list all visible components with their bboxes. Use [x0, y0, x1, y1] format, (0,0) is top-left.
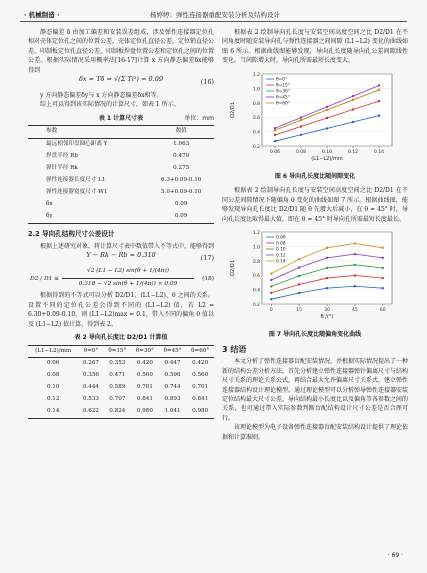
- table-cell: 0.701: [192, 384, 209, 391]
- table-cell: 0.893: [164, 396, 181, 403]
- y-tick-label: 1.0: [252, 245, 260, 251]
- paragraph: 根据表 2 绘制导向孔长度与安装空间高度空间之比 D2/D1 在不同角度时随安装导向孔与弹性连接器之间间隙 (L1−L2) 变化的曲线如图 6 所示。根据曲线图能够发现，导向孔长度随导向孔公差间隙线性变化。当间隙增大时，导向孔所需最短长度变大。: [222, 29, 408, 65]
- table2-body: [28, 357, 214, 418]
- y-tick-label: 0.8: [252, 101, 260, 107]
- table-header: θ=30°: [131, 345, 159, 357]
- table-header: 数值: [148, 126, 214, 138]
- paragraph: 本文分析了弹性连接器盲配安装情况，并根据实际情况提出了一种新的结构公差分析方法。首先分析建立弹性连接器弹针偏离尺寸与结构尺寸关系的理论关系公式，再结合最大允许偏离尺寸关系式，建立弹性连接器结构设计理论模型。通过理论模型可以分析弹导弹性连接器安装定位结构最大尺寸公差，导向结构最小长度比以及偏角等各参数之间的关系，也可通过带入实际参数判断盲配结构设计尺寸公差是否合理可行。: [222, 358, 409, 422]
- data-point: [352, 98, 354, 100]
- table-cell: 1.041: [159, 406, 187, 419]
- y-tick-label: 0.8: [252, 259, 260, 265]
- x-tick-label: 15: [296, 308, 303, 314]
- table-header: θ=45°: [159, 345, 187, 357]
- x-tick-label: 30: [324, 308, 330, 314]
- table-header: 参数: [28, 126, 148, 138]
- running-header: [0, 8, 427, 24]
- paragraph: 综上可以得到该实际情况的计算尺寸，如表 1 所示。: [40, 101, 180, 109]
- table-cell: 0.980: [186, 406, 214, 419]
- data-point: [274, 140, 276, 142]
- equation-lhs: D2 / D1 ≤: [30, 276, 60, 283]
- x-tick-label: 45: [351, 308, 358, 314]
- equation-16: [28, 75, 214, 91]
- table-cell: 0.420: [192, 360, 209, 367]
- table-cell: 0.06: [46, 360, 60, 367]
- table-cell: 0.560: [136, 372, 153, 379]
- legend-label: 0.14: [276, 259, 286, 265]
- right-column: [222, 28, 408, 442]
- table-cell: 6.3+0.09-0.10: [160, 176, 202, 183]
- data-point: [326, 247, 328, 249]
- section-heading: 2.2 导向孔结构尺寸公差设计: [28, 229, 115, 238]
- table-row: [28, 357, 214, 370]
- table2-caption: 表 2 导向孔长度比 D2/D1 计算值: [74, 334, 168, 342]
- data-point: [326, 105, 328, 107]
- y-tick-label: 0.6: [252, 274, 260, 280]
- equation-number: (18): [202, 276, 214, 283]
- data-point: [298, 258, 300, 260]
- table-row: [28, 199, 214, 211]
- table-row: [28, 163, 214, 175]
- x-tick-label: 0: [269, 308, 273, 314]
- table-cell: δy: [28, 211, 148, 224]
- paragraph: 根据得到的不等式可以分析 D2/D1、(L1−L2)、θ 之间的关系。设置不同的定位孔公差会得到不同的 (L1−L2) 值，若 L2 = 6.30+0.09-0.10，则 (L1−L2)max = 0.1，带入不同的偏角 θ 值以及 (L1−L2) 值计算，得到表 2。: [28, 292, 214, 328]
- table-cell: 0.10: [46, 384, 60, 391]
- legend-label: θ=15°: [276, 83, 290, 89]
- y-axis-label: D2/D1: [230, 260, 236, 276]
- data-point: [270, 279, 272, 281]
- x-tick-label: 0.06: [269, 149, 281, 155]
- table-cell: 0.533: [82, 396, 99, 403]
- x-axis-label: (L1−L2)/mm: [311, 155, 343, 162]
- data-point: [354, 285, 356, 287]
- table-cell: 0.560: [192, 372, 209, 379]
- data-point: [382, 287, 384, 289]
- table-cell: 最远相邻印盘圆心距离 Y: [46, 140, 108, 147]
- table-cell: 0.447: [164, 360, 181, 367]
- table-cell: 0.824: [104, 406, 132, 419]
- data-point: [354, 242, 356, 244]
- x-tick-label: 0.08: [295, 149, 307, 155]
- data-point: [274, 133, 276, 135]
- data-point: [354, 253, 356, 255]
- y-tick-label: 1.2: [252, 231, 260, 237]
- data-point: [378, 88, 380, 90]
- data-point: [298, 292, 300, 294]
- table-row: [28, 394, 214, 406]
- equation-numerator: √2 (L1 − L2) sin(θ + 1/(4π)): [62, 267, 194, 278]
- data-point: [298, 275, 300, 277]
- figure-7: [222, 226, 408, 327]
- y-tick-label: 0.4: [252, 288, 260, 294]
- table-cell: 弹针半径 Rk: [46, 164, 78, 171]
- data-point: [378, 114, 380, 116]
- data-point: [326, 257, 328, 259]
- table-cell: 0.275: [173, 164, 190, 171]
- table-cell: 0.12: [46, 396, 60, 403]
- table-cell: 0.622: [78, 406, 103, 419]
- table-cell: 焊盘半径 Rb: [46, 152, 78, 159]
- legend-label: θ=45°: [276, 95, 290, 101]
- header-rule: [20, 21, 407, 22]
- y-tick-label: 1.2: [252, 72, 260, 78]
- section-heading: 3 结语: [222, 344, 247, 354]
- x-axis-label: θ /(°): [320, 314, 334, 321]
- x-tick-label: 0.14: [373, 149, 385, 155]
- data-point: [326, 287, 328, 289]
- x-tick-label: 0.10: [321, 149, 333, 155]
- data-point: [378, 84, 380, 86]
- table-cell: 0.08: [46, 372, 60, 379]
- chart-angle-vs-ratio: [222, 226, 408, 324]
- table-cell: 弹性连接器长度尺寸 L1: [46, 176, 106, 183]
- data-point: [300, 125, 302, 127]
- table-cell: 0.470: [173, 152, 190, 159]
- table-header: (L1−L2)/mm: [28, 345, 78, 357]
- table-cell: 0.471: [109, 372, 126, 379]
- table-row: [28, 175, 214, 187]
- table-row: [28, 151, 214, 163]
- legend-label: θ=30°: [276, 89, 290, 95]
- x-tick-label: 0.12: [347, 149, 359, 155]
- paragraph: 该理论模型为电子设备弹性连接器盲配安装结构设计提供了理论依据和计算准则。: [222, 424, 409, 441]
- table-row: [28, 370, 214, 382]
- table-header: θ=0°: [78, 345, 103, 357]
- data-point: [352, 120, 354, 122]
- table-row: [28, 138, 214, 151]
- figure-6: [222, 68, 408, 169]
- y-tick-label: 0.6: [252, 115, 260, 121]
- data-point: [352, 95, 354, 97]
- paragraph: 静态偏差 δ 由加工偏差和安装误差组成，涉及弹性连接器定位孔相对壳体定位孔之间的位置公差，壳体定位孔直径公差，定位销直径公差，印制板定位孔直径公差，印制板焊盘位置公差和定位孔之间的位置公差。根据实际情况采用概率法[16-17]计算 x 方向静态偏差δx能够得到: [28, 29, 215, 74]
- y-tick-label: 0.2: [252, 303, 260, 309]
- figure-6-caption: 图 6 导向孔长度比随间隙变化: [274, 173, 356, 181]
- table-cell: 0.09: [174, 200, 188, 207]
- table-cell: 0.14: [28, 406, 78, 419]
- table-row: [28, 382, 214, 394]
- table-cell: 0.444: [82, 384, 99, 391]
- legend-label: 0.10: [276, 247, 286, 253]
- data-point: [326, 127, 328, 129]
- table-cell: 0.841: [192, 396, 209, 403]
- equation-denominator: 0.318 − √2 sin(θ + 1/(4π)) × 0.09: [78, 280, 178, 287]
- data-point: [378, 99, 380, 101]
- data-point: [270, 272, 272, 274]
- equation-number: (17): [200, 254, 214, 263]
- page-number: · 69 ·: [387, 552, 403, 559]
- table1-caption: 表 1 计算尺寸表: [98, 114, 144, 122]
- figure-7-caption: 图 7 导向孔长度比随偏角变化曲线: [268, 331, 362, 339]
- data-point: [274, 129, 276, 131]
- equation-number: (16): [200, 78, 214, 87]
- data-point: [270, 292, 272, 294]
- data-point: [270, 285, 272, 287]
- table-cell: 0.701: [136, 384, 153, 391]
- table-cell: 0.09: [148, 211, 214, 224]
- table-cell: 0.841: [136, 396, 153, 403]
- equation-18: [28, 267, 214, 291]
- table-cell: 0.589: [109, 384, 126, 391]
- table-cell: 0.420: [136, 360, 153, 367]
- data-point: [354, 264, 356, 266]
- table-cell: 5.0+0.09-0.10: [160, 188, 202, 195]
- paragraph: 根据表 2 绘制导向孔长度与安装空间高度空间之比 D2/D1 在不同公差间隙情况下随偏角 θ 变化的曲线如图 7 所示。根据曲线图，能够发现导向孔长度比 D2/D1 随 θ 先增大后减小，在 θ = 45° 时，导向孔长度比取得最大值，即在 θ = 45° 时导向孔所需最短长度最长。: [222, 187, 408, 223]
- y-axis-label: D2/D1: [230, 101, 236, 118]
- data-point: [298, 283, 300, 285]
- legend-label: 0.12: [276, 253, 286, 259]
- table-cell: 0.744: [164, 384, 181, 391]
- table-header: θ=60°: [186, 345, 214, 357]
- data-point: [300, 119, 302, 121]
- table2: [28, 345, 214, 419]
- running-title: 杨婷婷：弹性连接器重配安装分析及结构设计: [150, 11, 280, 19]
- data-point: [382, 257, 384, 259]
- chart-gap-vs-ratio: [222, 68, 408, 166]
- table-row: [28, 211, 214, 224]
- table-cell: 0.596: [164, 372, 181, 379]
- data-point: [382, 247, 384, 249]
- y-tick-label: 0.2: [252, 144, 260, 150]
- left-column: [28, 28, 214, 419]
- data-point: [326, 108, 328, 110]
- table-cell: 0.353: [109, 360, 126, 367]
- data-point: [300, 116, 302, 118]
- legend-label: 0.08: [276, 241, 286, 247]
- data-point: [382, 267, 384, 269]
- paragraph: 根据上述研究对象，将计算尺寸表中数值带入不等式中，能够得到: [40, 243, 215, 251]
- table-cell: 0.707: [109, 396, 126, 403]
- data-point: [326, 267, 328, 269]
- table-row: [28, 187, 214, 199]
- y-tick-label: 1.0: [252, 87, 260, 93]
- data-point: [298, 266, 300, 268]
- equation-text: Y − Rk − Rb ≈ 0.318: [86, 251, 156, 260]
- data-point: [300, 133, 302, 135]
- table1-unit: 单位：mm: [184, 114, 214, 122]
- data-point: [382, 277, 384, 279]
- table1-caption-row: [28, 114, 214, 123]
- journal-section: · 机械制造 ·: [24, 11, 60, 19]
- table-header: θ=15°: [104, 345, 132, 357]
- legend-label: 0.06: [276, 235, 286, 241]
- equation-17: [28, 251, 214, 267]
- equation-text: δx = Tδ = √(Σ Ti²) = 0.09: [79, 75, 163, 84]
- data-point: [352, 108, 354, 110]
- table1: [28, 125, 214, 223]
- table-cell: 0.980: [131, 406, 159, 419]
- x-tick-label: 60: [379, 308, 386, 314]
- table-cell: 1.063: [173, 140, 190, 147]
- table-cell: 0.267: [82, 360, 99, 367]
- data-point: [270, 298, 272, 300]
- data-point: [354, 274, 356, 276]
- table-row: [28, 406, 214, 419]
- data-point: [326, 277, 328, 279]
- data-point: [326, 116, 328, 118]
- table-cell: 0.356: [82, 372, 99, 379]
- equation-fraction: [62, 267, 194, 289]
- y-tick-label: 0.4: [252, 130, 260, 136]
- paragraph: y 方向静态偏差δy与 x 方向静态偏差δx相等。: [40, 92, 163, 100]
- table-cell: 弹性连接器宽度尺寸 W1: [46, 188, 108, 195]
- legend-label: θ=0°: [276, 77, 288, 83]
- table-cell: δx: [46, 200, 53, 207]
- legend-label: θ=60°: [276, 101, 290, 107]
